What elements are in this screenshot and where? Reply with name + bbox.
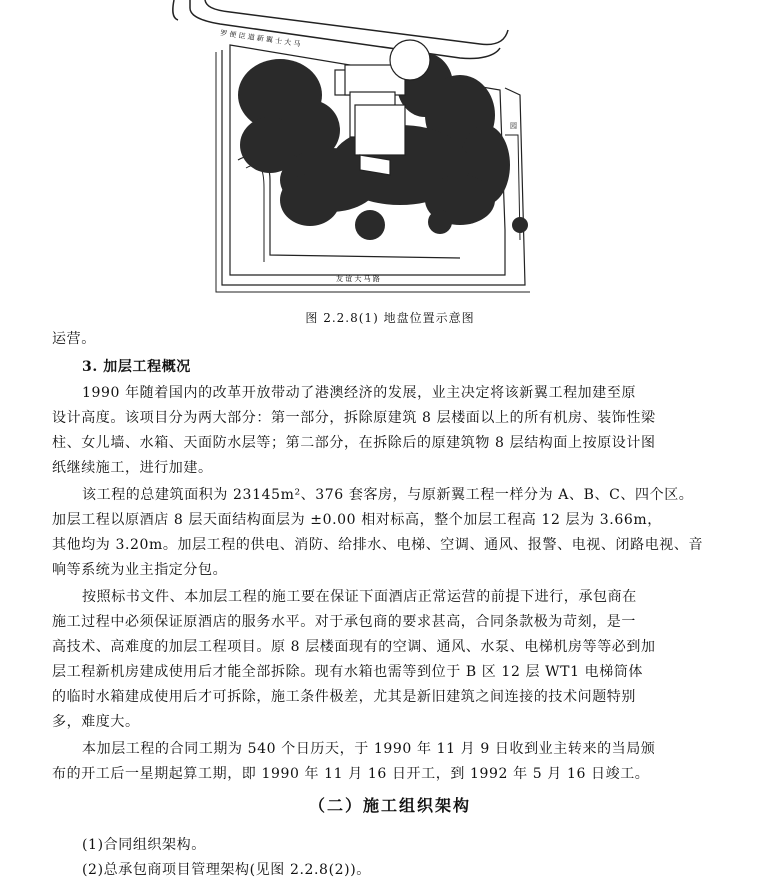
text-line: 多，难度大。	[52, 714, 140, 730]
text-line: 层工程新机房建成使用后才能全部拆除。现有水箱也需等到位于 B 区 12 层 WT1 电梯筒体	[52, 664, 644, 680]
list-item: (1)合同组织架构。	[82, 837, 206, 853]
text-line: 按照标书文件、本加层工程的施工要在保证下面酒店正常运营的前提下进行，承包商在	[82, 589, 637, 605]
text-line: 1990 年随着国内的改革开放带动了港澳经济的发展，业主决定将该新翼工程加建至原	[82, 385, 637, 401]
text-line: 柱、女儿墙、水箱、天面防水层等；第二部分，在拆除后的原建筑物 8 层结构面上按原设计图	[52, 435, 656, 451]
text-line: 本加层工程的合同工期为 540 个日历天，于 1990 年 11 月 9 日收到业主转来的当局颁	[82, 741, 656, 757]
text-line: 响等系统为业主指定分包。	[52, 562, 228, 578]
text-line: 加层工程以原酒店 8 层天面结构面层为 ±0.00 相对标高，整个加层工程高 12 层为 3.66m，	[52, 512, 662, 528]
text-line: 该工程的总建筑面积为 23145m²、376 套客房，与原新翼工程一样分为 A、B、C、四个区。	[82, 487, 694, 503]
top-street-label: 罗 便 臣 道 新 翼 士 大 马	[219, 29, 301, 49]
list-item: (2)总承包商项目管理架构(见图 2.2.8(2))。	[82, 862, 371, 878]
site-plan-figure	[160, 0, 560, 300]
text-line: 布的开工后一星期起算工期，即 1990 年 11 月 16 日开工，到 1992 年 5 月 16 日竣工。	[52, 766, 650, 782]
right-street-label: 园	[510, 122, 517, 130]
section-title: （二）施工组织架构	[308, 796, 471, 815]
figure-caption: 图 2.2.8(1) 地盘位置示意图	[305, 311, 475, 325]
text-line: 施工过程中必须保证原酒店的服务水平。对于承包商的要求甚高，合同条款极为苛刻，是一	[52, 614, 636, 630]
text-line: 设计高度。该项目分为两大部分：第一部分，拆除原建筑 8 层楼面以上的所有机房、装饰性梁	[52, 410, 656, 426]
bottom-street-label: 友 谊 大 马 路	[336, 275, 380, 283]
text-line: 运营。	[52, 331, 96, 347]
text-line: 纸继续施工，进行加建。	[52, 460, 213, 476]
text-line: 高技术、高难度的加层工程项目。原 8 层楼面现有的空调、通风、水泵、电梯机房等等必到加	[52, 639, 656, 655]
text-line: 的临时水箱建成使用后才可拆除，施工条件极差，尤其是新旧建筑之间连接的技术问题特别	[52, 689, 636, 705]
section-heading: 3. 加层工程概况	[82, 359, 191, 375]
text-line: 其他均为 3.20m。加层工程的供电、消防、给排水、电梯、空调、通风、报警、电视、闭路电视、音	[52, 537, 704, 553]
